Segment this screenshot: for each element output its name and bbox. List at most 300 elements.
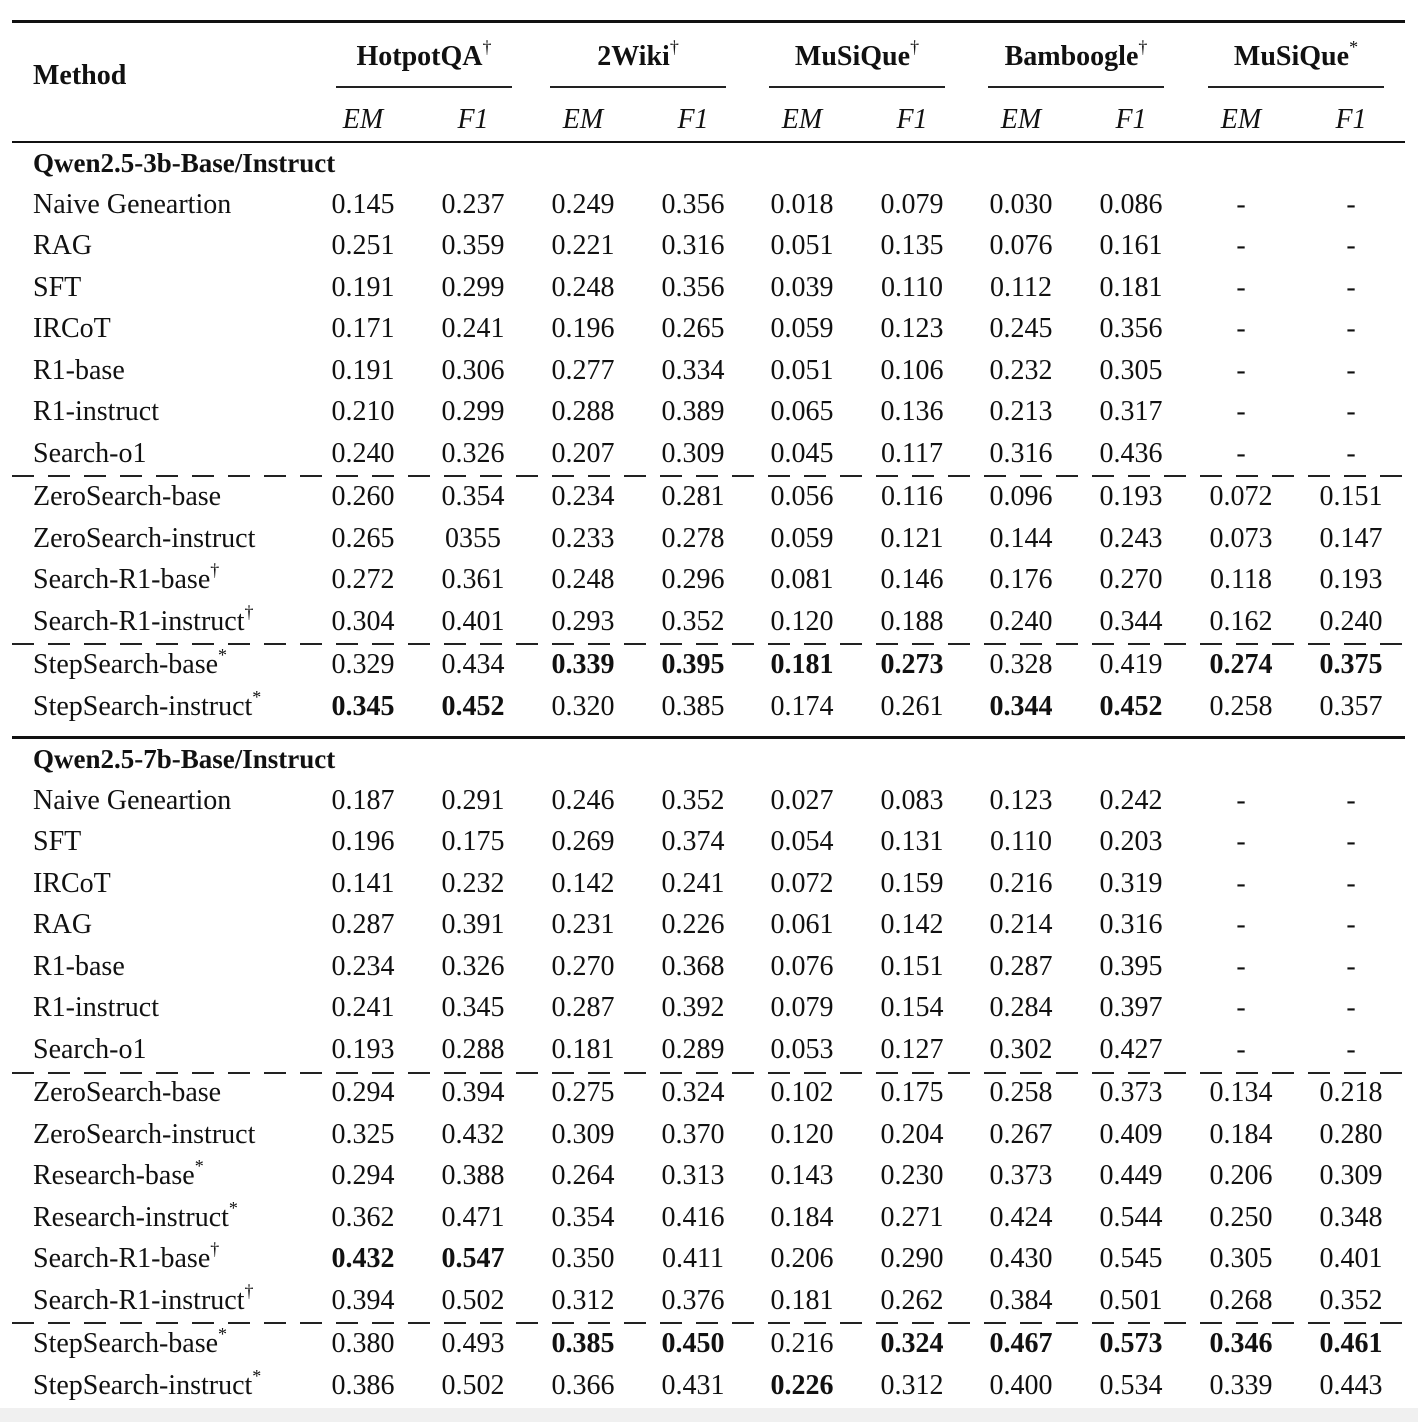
text: 0.388 — [441, 1160, 505, 1191]
table-cell — [1186, 1201, 1296, 1235]
text: Search-R1-base — [33, 564, 211, 595]
table-cell — [1076, 605, 1186, 639]
method-name — [33, 560, 220, 597]
table-cell — [1186, 908, 1296, 942]
text: 0.329 — [331, 649, 395, 680]
text: 0.102 — [770, 1077, 834, 1108]
table-cell — [1296, 1201, 1406, 1235]
table-cell — [638, 1242, 748, 1276]
text: Research-base — [33, 1160, 195, 1191]
text: HotpotQA — [356, 41, 483, 72]
table-cell — [857, 648, 967, 682]
text: - — [1346, 396, 1356, 427]
table-cell — [638, 1118, 748, 1152]
table-cell — [747, 395, 857, 429]
text: 0.118 — [1210, 564, 1272, 595]
text: 0.216 — [989, 868, 1053, 899]
table-cell — [528, 648, 638, 682]
table-cell — [1296, 229, 1406, 263]
text: 0.188 — [880, 606, 944, 637]
table-cell — [857, 867, 967, 901]
table-cell — [528, 312, 638, 346]
text: 0.278 — [661, 523, 725, 554]
metric-header — [638, 103, 748, 137]
text: R1-base — [33, 951, 125, 982]
table-cell — [418, 522, 528, 556]
table-cell — [966, 354, 1076, 388]
table-cell — [1076, 1242, 1186, 1276]
text: 0.573 — [1099, 1328, 1163, 1359]
table-cell — [528, 563, 638, 597]
text: 0.328 — [989, 649, 1053, 680]
text: 0.411 — [662, 1243, 724, 1274]
table-cell — [1076, 188, 1186, 222]
text: R1-instruct — [33, 992, 159, 1023]
table-cell — [966, 1242, 1076, 1276]
text: - — [1236, 438, 1246, 469]
table-cell — [1076, 395, 1186, 429]
table-cell — [857, 312, 967, 346]
table-cell — [308, 1159, 418, 1193]
table-cell — [1186, 648, 1296, 682]
text: 0.389 — [661, 396, 725, 427]
text: 0.273 — [880, 649, 944, 680]
text: 0.241 — [661, 868, 725, 899]
table-cell — [857, 1284, 967, 1318]
text: - — [1236, 909, 1246, 940]
text: EM — [781, 104, 823, 135]
table-cell — [528, 690, 638, 724]
table-cell — [528, 908, 638, 942]
table-cell — [966, 1033, 1076, 1067]
text: 0.193 — [331, 1034, 395, 1065]
metric-header — [966, 103, 1076, 137]
text: - — [1236, 355, 1246, 386]
text: 0.269 — [551, 826, 615, 857]
table-cell — [308, 950, 418, 984]
table-cell — [1186, 1033, 1296, 1067]
text: 0.204 — [880, 1119, 944, 1150]
text: 0.196 — [331, 826, 395, 857]
table-cell — [1296, 312, 1406, 346]
table-cell — [638, 1201, 748, 1235]
table-cell — [418, 1369, 528, 1403]
table-cell — [638, 1033, 748, 1067]
table-cell — [1296, 437, 1406, 471]
table-cell — [857, 1201, 967, 1235]
table-cell — [1076, 229, 1186, 263]
table-cell — [638, 354, 748, 388]
table-cell — [638, 991, 748, 1025]
text: 0.357 — [1319, 691, 1383, 722]
text: 0.240 — [989, 606, 1053, 637]
text: 2Wiki — [597, 41, 670, 72]
text: 0.243 — [1099, 523, 1163, 554]
table-cell — [638, 563, 748, 597]
text: 0.302 — [989, 1034, 1053, 1065]
text: 0.176 — [989, 564, 1053, 595]
text: 0.319 — [1099, 868, 1163, 899]
table-cell — [966, 1327, 1076, 1361]
text: 0.072 — [1209, 481, 1273, 512]
table-cell — [1296, 825, 1406, 859]
table-cell — [1186, 867, 1296, 901]
table-cell — [308, 271, 418, 305]
table-cell — [418, 690, 528, 724]
method-name — [33, 229, 92, 263]
text: 0.181 — [770, 1285, 834, 1316]
text: Search-R1-instruct — [33, 1285, 245, 1316]
text: - — [1346, 909, 1356, 940]
text: 0.386 — [331, 1370, 395, 1401]
text: F1 — [1115, 104, 1147, 135]
table-cell — [966, 271, 1076, 305]
text: IRCoT — [33, 868, 111, 899]
text: 0.121 — [880, 523, 944, 554]
text: F1 — [457, 104, 489, 135]
table-cell — [528, 271, 638, 305]
text: 0.339 — [551, 649, 615, 680]
table-cell — [966, 1284, 1076, 1318]
text: EM — [342, 104, 384, 135]
text: 0.258 — [1209, 691, 1273, 722]
table-cell — [747, 784, 857, 818]
table-cell — [308, 1327, 418, 1361]
text: 0.274 — [1209, 649, 1273, 680]
text: StepSearch-base — [33, 649, 219, 680]
text: 0.267 — [989, 1119, 1053, 1150]
footnote-mark: * — [228, 1198, 238, 1218]
text: 0.394 — [441, 1077, 505, 1108]
table-cell — [857, 784, 967, 818]
footnote-mark: † — [210, 560, 220, 580]
text: 0.344 — [989, 691, 1053, 722]
table-cell — [966, 991, 1076, 1025]
text: 0.288 — [551, 396, 615, 427]
text: R1-instruct — [33, 396, 159, 427]
group-title — [33, 742, 335, 776]
text: 0.083 — [880, 785, 944, 816]
table-cell — [1296, 1369, 1406, 1403]
text: RAG — [33, 909, 93, 940]
text: 0.284 — [989, 992, 1053, 1023]
text: 0.385 — [551, 1328, 615, 1359]
text: 0.187 — [331, 785, 395, 816]
text: 0.233 — [551, 523, 615, 554]
table-cell — [1186, 480, 1296, 514]
text: 0.502 — [441, 1370, 505, 1401]
table-cell — [1296, 354, 1406, 388]
table-cell — [418, 908, 528, 942]
text: - — [1236, 230, 1246, 261]
method-name — [33, 1366, 262, 1403]
text: 0.334 — [661, 355, 725, 386]
table-cell — [747, 437, 857, 471]
table-cell — [528, 1327, 638, 1361]
text: 0.073 — [1209, 523, 1273, 554]
text: 0.145 — [331, 189, 395, 220]
text: - — [1236, 992, 1246, 1023]
table-cell — [308, 480, 418, 514]
table-cell — [638, 1159, 748, 1193]
text: 0.345 — [441, 992, 505, 1023]
table-cell — [747, 1118, 857, 1152]
footnote-mark: * — [1349, 37, 1359, 57]
text: 0.324 — [661, 1077, 725, 1108]
text: 0.123 — [880, 313, 944, 344]
table-cell — [528, 825, 638, 859]
table-cell — [1296, 1242, 1406, 1276]
text: 0.461 — [1319, 1328, 1383, 1359]
text: 0.325 — [331, 1119, 395, 1150]
table-cell — [638, 437, 748, 471]
table-cell — [638, 867, 748, 901]
text: 0.380 — [331, 1328, 395, 1359]
metric-header — [528, 103, 638, 137]
text: Naive Geneartion — [33, 785, 232, 816]
table-cell — [1076, 784, 1186, 818]
method-name — [33, 312, 111, 346]
text: 0.502 — [441, 1285, 505, 1316]
table-cell — [638, 188, 748, 222]
table-cell — [747, 1284, 857, 1318]
table-cell — [528, 1369, 638, 1403]
metric-header — [857, 103, 967, 137]
text: 0.221 — [551, 230, 615, 261]
metric-header — [1076, 103, 1186, 137]
text: 0.086 — [1099, 189, 1163, 220]
table-cell — [747, 1327, 857, 1361]
table-cell — [857, 1369, 967, 1403]
footnote-mark: * — [194, 1156, 204, 1176]
table-cell — [1076, 1369, 1186, 1403]
footnote-mark: † — [1138, 37, 1148, 57]
text: 0.213 — [989, 396, 1053, 427]
table-cell — [747, 1159, 857, 1193]
text: 0.027 — [770, 785, 834, 816]
table-cell — [857, 1118, 967, 1152]
text: - — [1236, 826, 1246, 857]
text: 0.240 — [1319, 606, 1383, 637]
method-name — [33, 437, 147, 471]
text: 0.352 — [661, 606, 725, 637]
text: 0.262 — [880, 1285, 944, 1316]
table-cell — [857, 908, 967, 942]
table-cell — [747, 825, 857, 859]
table-cell — [857, 271, 967, 305]
table-cell — [418, 1076, 528, 1110]
text: 0.123 — [989, 785, 1053, 816]
text: 0.534 — [1099, 1370, 1163, 1401]
text: 0.203 — [1099, 826, 1163, 857]
table-cell — [1296, 605, 1406, 639]
method-name — [33, 188, 231, 222]
table-cell — [528, 188, 638, 222]
table-cell — [308, 784, 418, 818]
text: 0.142 — [880, 909, 944, 940]
text: 0.394 — [331, 1285, 395, 1316]
method-name — [33, 1281, 254, 1318]
method-name — [33, 271, 81, 305]
text: 0.131 — [880, 826, 944, 857]
method-name — [33, 950, 125, 984]
text: 0.317 — [1099, 396, 1163, 427]
text: 0.316 — [661, 230, 725, 261]
text: 0.234 — [551, 481, 615, 512]
table-cell — [418, 1118, 528, 1152]
table-cell — [528, 354, 638, 388]
text: - — [1346, 438, 1356, 469]
text: 0.106 — [880, 355, 944, 386]
top-rule — [12, 20, 1405, 23]
text: 0.184 — [1209, 1119, 1273, 1150]
text: 0.065 — [770, 396, 834, 427]
text: 0.051 — [770, 355, 834, 386]
text: EM — [1220, 104, 1262, 135]
table-cell — [747, 563, 857, 597]
text: 0.299 — [441, 396, 505, 427]
table-cell — [966, 1159, 1076, 1193]
text: 0.471 — [441, 1202, 505, 1233]
method-name — [33, 522, 255, 556]
text: 0.272 — [331, 564, 395, 595]
text: 0.181 — [551, 1034, 615, 1065]
table-cell — [528, 1284, 638, 1318]
text: 0.354 — [551, 1202, 615, 1233]
dashed-separator — [12, 475, 1405, 477]
group-title — [33, 146, 335, 180]
method-name — [33, 602, 254, 639]
text: 0.395 — [661, 649, 725, 680]
table-cell — [418, 229, 528, 263]
text: 0.309 — [1319, 1160, 1383, 1191]
method-name — [33, 825, 81, 859]
table-cell — [308, 437, 418, 471]
table-cell — [966, 784, 1076, 818]
text: 0.443 — [1319, 1370, 1383, 1401]
text: 0.324 — [880, 1328, 944, 1359]
table-cell — [418, 312, 528, 346]
text: 0.277 — [551, 355, 615, 386]
text: 0.161 — [1099, 230, 1163, 261]
table-cell — [1076, 480, 1186, 514]
table-cell — [1296, 271, 1406, 305]
table-cell — [528, 1118, 638, 1152]
text: 0.174 — [770, 691, 834, 722]
text: - — [1236, 396, 1246, 427]
text: 0.309 — [661, 438, 725, 469]
dataset-underline — [988, 86, 1164, 88]
method-name — [33, 687, 262, 724]
text: 0.232 — [989, 355, 1053, 386]
table-cell — [747, 1369, 857, 1403]
table-cell — [1186, 271, 1296, 305]
table-cell — [418, 1327, 528, 1361]
table-cell — [1076, 1159, 1186, 1193]
text: 0.175 — [880, 1077, 944, 1108]
table-cell — [1076, 1284, 1186, 1318]
text: Research-instruct — [33, 1202, 229, 1233]
text: - — [1236, 1034, 1246, 1065]
table-cell — [1296, 480, 1406, 514]
dashed-separator — [12, 1072, 1405, 1074]
table-cell — [857, 395, 967, 429]
text: - — [1346, 826, 1356, 857]
text: 0.232 — [441, 868, 505, 899]
text: 0.076 — [770, 951, 834, 982]
text: StepSearch-base — [33, 1328, 219, 1359]
table-cell — [966, 908, 1076, 942]
table-cell — [1186, 437, 1296, 471]
text: 0.261 — [880, 691, 944, 722]
table-cell — [1186, 522, 1296, 556]
table-cell — [418, 1159, 528, 1193]
table-cell — [857, 480, 967, 514]
text: 0.053 — [770, 1034, 834, 1065]
footnote-mark: * — [252, 687, 262, 707]
table-cell — [857, 1242, 967, 1276]
text: - — [1346, 230, 1356, 261]
table-cell — [308, 395, 418, 429]
text: 0.147 — [1319, 523, 1383, 554]
text: 0.320 — [551, 691, 615, 722]
table-cell — [308, 908, 418, 942]
text: 0.226 — [661, 909, 725, 940]
table-cell — [418, 784, 528, 818]
table-cell — [747, 991, 857, 1025]
text: 0.400 — [989, 1370, 1053, 1401]
table-cell — [747, 1242, 857, 1276]
text: 0.260 — [331, 481, 395, 512]
table-cell — [857, 1033, 967, 1067]
metric-header — [1186, 103, 1296, 137]
table-cell — [966, 1076, 1076, 1110]
table-cell — [308, 867, 418, 901]
text: 0.191 — [331, 355, 395, 386]
table-cell — [857, 188, 967, 222]
text: 0.356 — [1099, 313, 1163, 344]
table-cell — [1296, 1076, 1406, 1110]
text: 0.281 — [661, 481, 725, 512]
text: 0.184 — [770, 1202, 834, 1233]
table-cell — [1186, 1369, 1296, 1403]
text: 0.373 — [1099, 1077, 1163, 1108]
text: 0.375 — [1319, 649, 1383, 680]
text: IRCoT — [33, 313, 111, 344]
table-cell — [528, 784, 638, 818]
table-cell — [966, 480, 1076, 514]
text: 0.432 — [441, 1119, 505, 1150]
table-cell — [747, 1201, 857, 1235]
text: - — [1346, 951, 1356, 982]
text: 0.544 — [1099, 1202, 1163, 1233]
text: EM — [562, 104, 604, 135]
table-cell — [1296, 1118, 1406, 1152]
table-cell — [747, 867, 857, 901]
text: ZeroSearch-base — [33, 1077, 222, 1108]
text: 0.144 — [989, 523, 1053, 554]
table-cell — [857, 563, 967, 597]
text: 0.181 — [1099, 272, 1163, 303]
text: 0.117 — [881, 438, 943, 469]
text: 0.241 — [441, 313, 505, 344]
text: RAG — [33, 230, 93, 261]
text: 0.210 — [331, 396, 395, 427]
text: 0.312 — [880, 1370, 944, 1401]
table-cell — [747, 312, 857, 346]
dashed-separator — [12, 1322, 1405, 1324]
text: - — [1236, 868, 1246, 899]
